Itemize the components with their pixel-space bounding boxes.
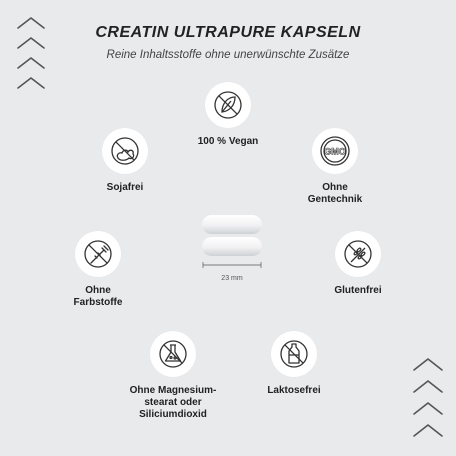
capsule-illustration: [196, 212, 268, 282]
no-syringe-icon: [75, 231, 121, 277]
no-gmo-icon: [312, 128, 358, 174]
feature-ohne-gentechnik: [295, 128, 375, 206]
capsule-dimension-label: 23 mm: [221, 275, 243, 282]
feature-glutenfrei: [318, 231, 398, 297]
feature-laktosefrei: [254, 331, 334, 397]
no-wheat-icon: [335, 231, 381, 277]
feature-label: 100 % Vegan: [197, 136, 259, 147]
gmo-icon-text: GMO: [324, 146, 346, 157]
feature-circle: [102, 128, 148, 174]
feature-vegan: [178, 82, 278, 148]
feature-ohne-magnesiumstearat: [118, 331, 228, 421]
product-title: CREATIN ULTRAPURE KAPSELN: [95, 24, 361, 41]
feature-circle: [271, 331, 317, 377]
product-subtitle: Reine Inhaltsstoffe ohne unerwünschte Zusätze: [106, 49, 350, 61]
no-milk-icon: [271, 331, 317, 377]
no-flask-icon: [150, 331, 196, 377]
vegan-leaf-icon: [205, 82, 251, 128]
chevron-decoration-top-left: [16, 16, 46, 100]
chevron-up-icon: [16, 16, 46, 100]
chevron-up-icon: [412, 356, 444, 444]
no-soy-icon: [102, 128, 148, 174]
feature-label: Ohne Gentechnik: [307, 182, 363, 205]
feature-circle: [205, 82, 251, 128]
feature-label: Laktosefrei: [267, 385, 321, 396]
feature-label: Ohne Magnesium- stearat oder Siliciumdioxid: [129, 385, 217, 420]
feature-circle: [150, 331, 196, 377]
capsule-icon: [196, 212, 268, 274]
feature-label: Sojafrei: [106, 182, 144, 193]
feature-label: Glutenfrei: [334, 285, 382, 296]
feature-ohne-farbstoffe: [58, 231, 138, 309]
feature-circle: [335, 231, 381, 277]
chevron-decoration-bottom-right: [412, 356, 444, 444]
feature-label: Ohne Farbstoffe: [73, 285, 123, 308]
feature-circle: [75, 231, 121, 277]
feature-sojafrei: [90, 128, 160, 194]
feature-circle: [312, 128, 358, 174]
